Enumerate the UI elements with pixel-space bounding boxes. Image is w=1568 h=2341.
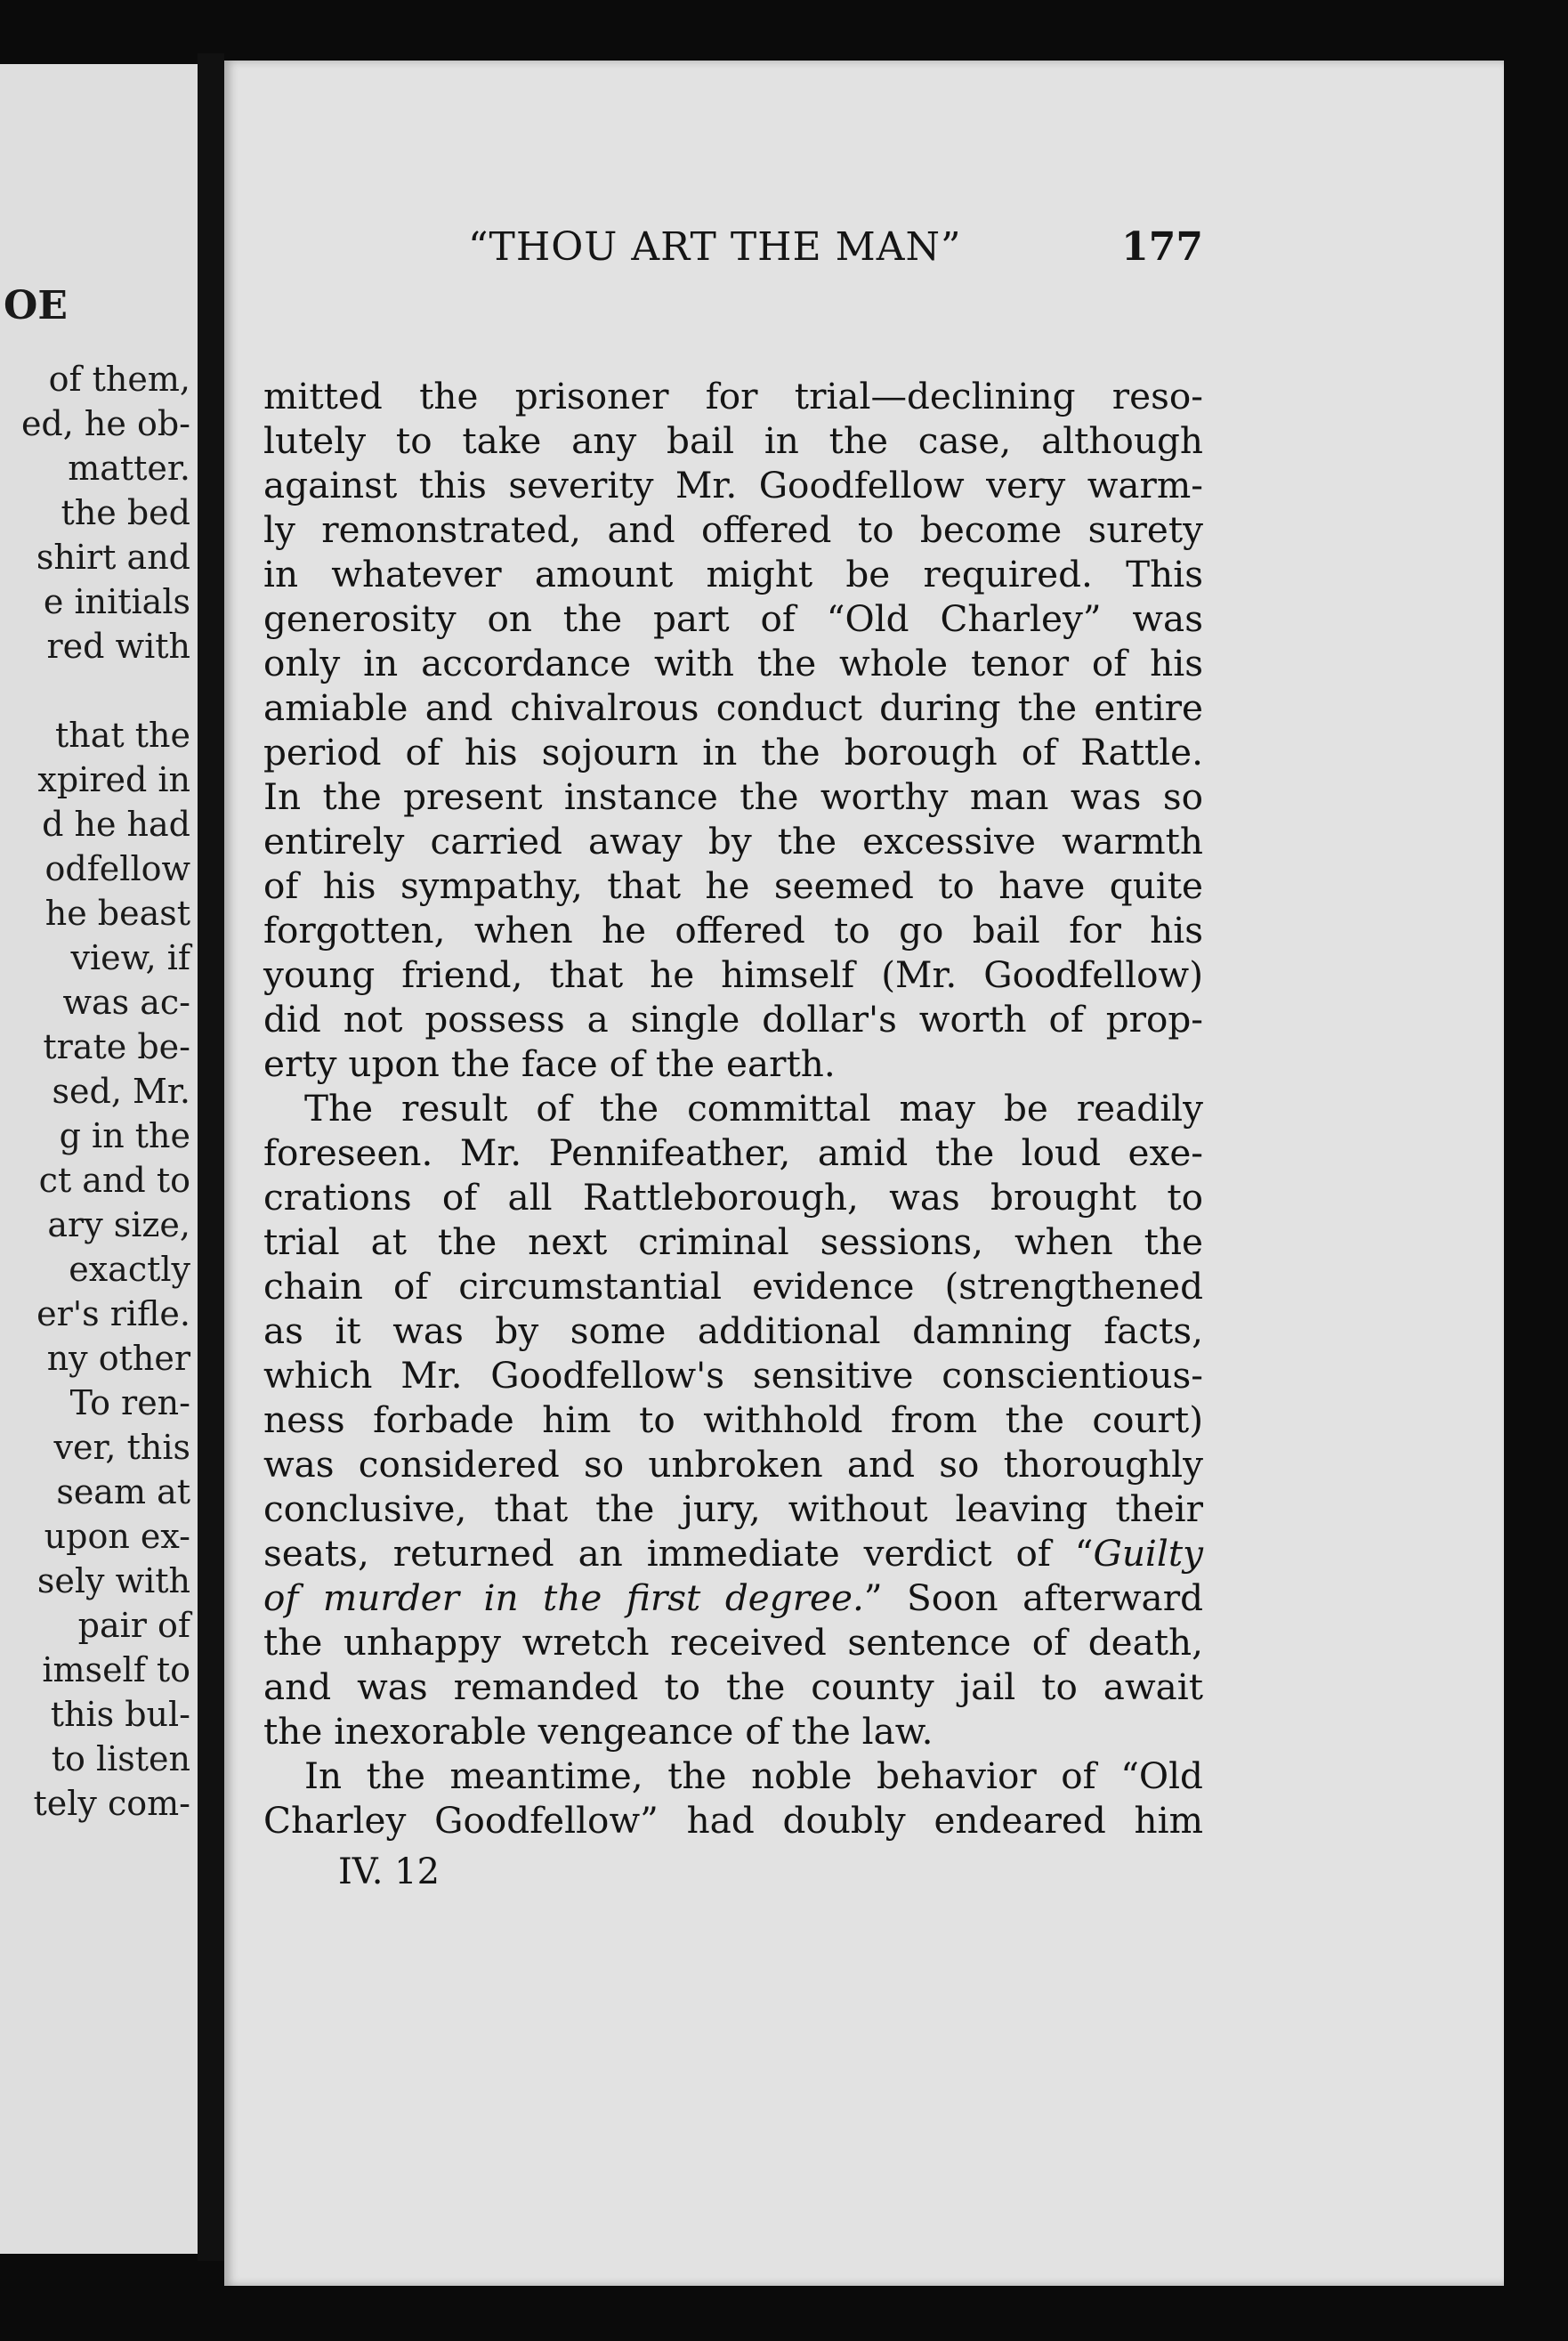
text-line: erty upon the face of the earth. [263,1042,836,1085]
text-line: trial at the next criminal sessions, when the [263,1220,1203,1263]
left-page-line: ary size, [47,1205,190,1244]
left-page-line: xpired in [37,760,190,799]
left-page-fragment [0,64,198,2254]
left-page-line: tely com- [33,1784,190,1823]
text-line: young friend, that he himself (Mr. Goodfellow) [263,953,1203,996]
text-line: In the meantime, the noble behavior of “Old [304,1754,1203,1797]
text-line: only in accordance with the whole tenor of his [263,642,1203,684]
text-line: did not possess a single dollar's worth of prop- [263,998,1203,1041]
text-line: in whatever amount might be required. This [263,553,1203,595]
left-page-line: shirt and [36,538,190,577]
left-page-line: To ren- [69,1383,190,1422]
text-line: crations of all Rattleborough, was brought to [263,1176,1203,1219]
left-page-line: imself to [42,1650,190,1689]
signature-mark: IV. 12 [338,1851,440,1892]
left-page-line: d he had [42,805,190,844]
text-line: conclusive, that the jury, without leaving their [263,1487,1203,1530]
left-page-line: the bed [61,493,190,532]
book-gutter [198,53,224,2261]
italic-phrase: Guilty [1093,1532,1203,1575]
left-page-line: seam at [56,1472,190,1511]
text-line: foreseen. Mr. Pennifeather, amid the loud exe- [263,1131,1203,1174]
text-line: generosity on the part of “Old Charley” was [263,597,1203,640]
left-page-line: that the [55,716,190,755]
left-page-line: trate be- [43,1027,190,1066]
text-line: the unhappy wretch received sentence of death, [263,1621,1203,1664]
text-line: seats, returned an immediate verdict of “Guilty [263,1532,1203,1575]
left-page-header: OE [4,283,68,328]
text-line: of murder in the first degree.” Soon afterward [263,1576,1203,1619]
text-line: entirely carried away by the excessive warmth [263,820,1203,863]
left-page-line: to listen [51,1739,190,1778]
page-number: 177 [1121,224,1203,270]
body-text [263,374,1203,1843]
left-page-line: ct and to [38,1161,190,1200]
left-page-line: matter. [68,449,190,488]
text-line: The result of the committal may be readily [304,1087,1203,1130]
left-page-line: red with [46,627,190,666]
text-line: the inexorable vengeance of the law. [263,1710,934,1753]
running-title: “THOU ART THE MAN” [468,224,962,270]
left-page-line: ed, he ob- [20,404,190,443]
text-line: period of his sojourn in the borough of Rattle. [263,731,1203,774]
left-page-line: of them, [48,360,190,399]
left-page-line: e initials [43,582,190,621]
text-line: forgotten, when he offered to go bail for his [263,909,1203,952]
text-line: In the present instance the worthy man was so [263,775,1203,818]
text-line: mitted the prisoner for trial—declining reso- [263,375,1203,417]
left-page-line: was ac- [62,983,190,1022]
left-page-line: ver, this [53,1428,190,1467]
left-page-line: odfellow [44,849,190,888]
left-page-line: he beast [44,894,190,933]
left-page-line: g in the [59,1116,190,1155]
left-page-line: er's rifle. [36,1294,190,1333]
left-page-line: exactly [69,1250,190,1289]
left-page-line: this bul- [50,1695,190,1734]
left-page-line: view, if [70,938,190,977]
text-line: was considered so unbroken and so thoroughly [263,1443,1203,1486]
text-line: amiable and chivalrous conduct during the entire [263,686,1203,729]
text-line: ness forbade him to withhold from the court) [263,1398,1203,1441]
text-line: lutely to take any bail in the case, although [263,419,1203,462]
text-line: against this severity Mr. Goodfellow very warm- [263,464,1203,506]
left-page-line: sely with [36,1561,190,1600]
italic-phrase: of murder in the first degree. [263,1576,864,1619]
left-page-line: ny other [46,1339,190,1378]
left-page-line: upon ex- [44,1517,190,1556]
text-line: and was remanded to the county jail to await [263,1665,1203,1708]
text-line: ly remonstrated, and offered to become surety [263,508,1203,551]
left-page-line: pair of [77,1606,190,1645]
text-line: chain of circumstantial evidence (strengthened [263,1265,1203,1308]
text-line: Charley Goodfellow” had doubly endeared him [263,1799,1203,1842]
text-line: which Mr. Goodfellow's sensitive conscientious- [263,1354,1203,1397]
text-line: of his sympathy, that he seemed to have quite [263,864,1203,907]
text-line: as it was by some additional damning facts, [263,1309,1203,1352]
left-page-line: sed, Mr. [52,1072,190,1111]
